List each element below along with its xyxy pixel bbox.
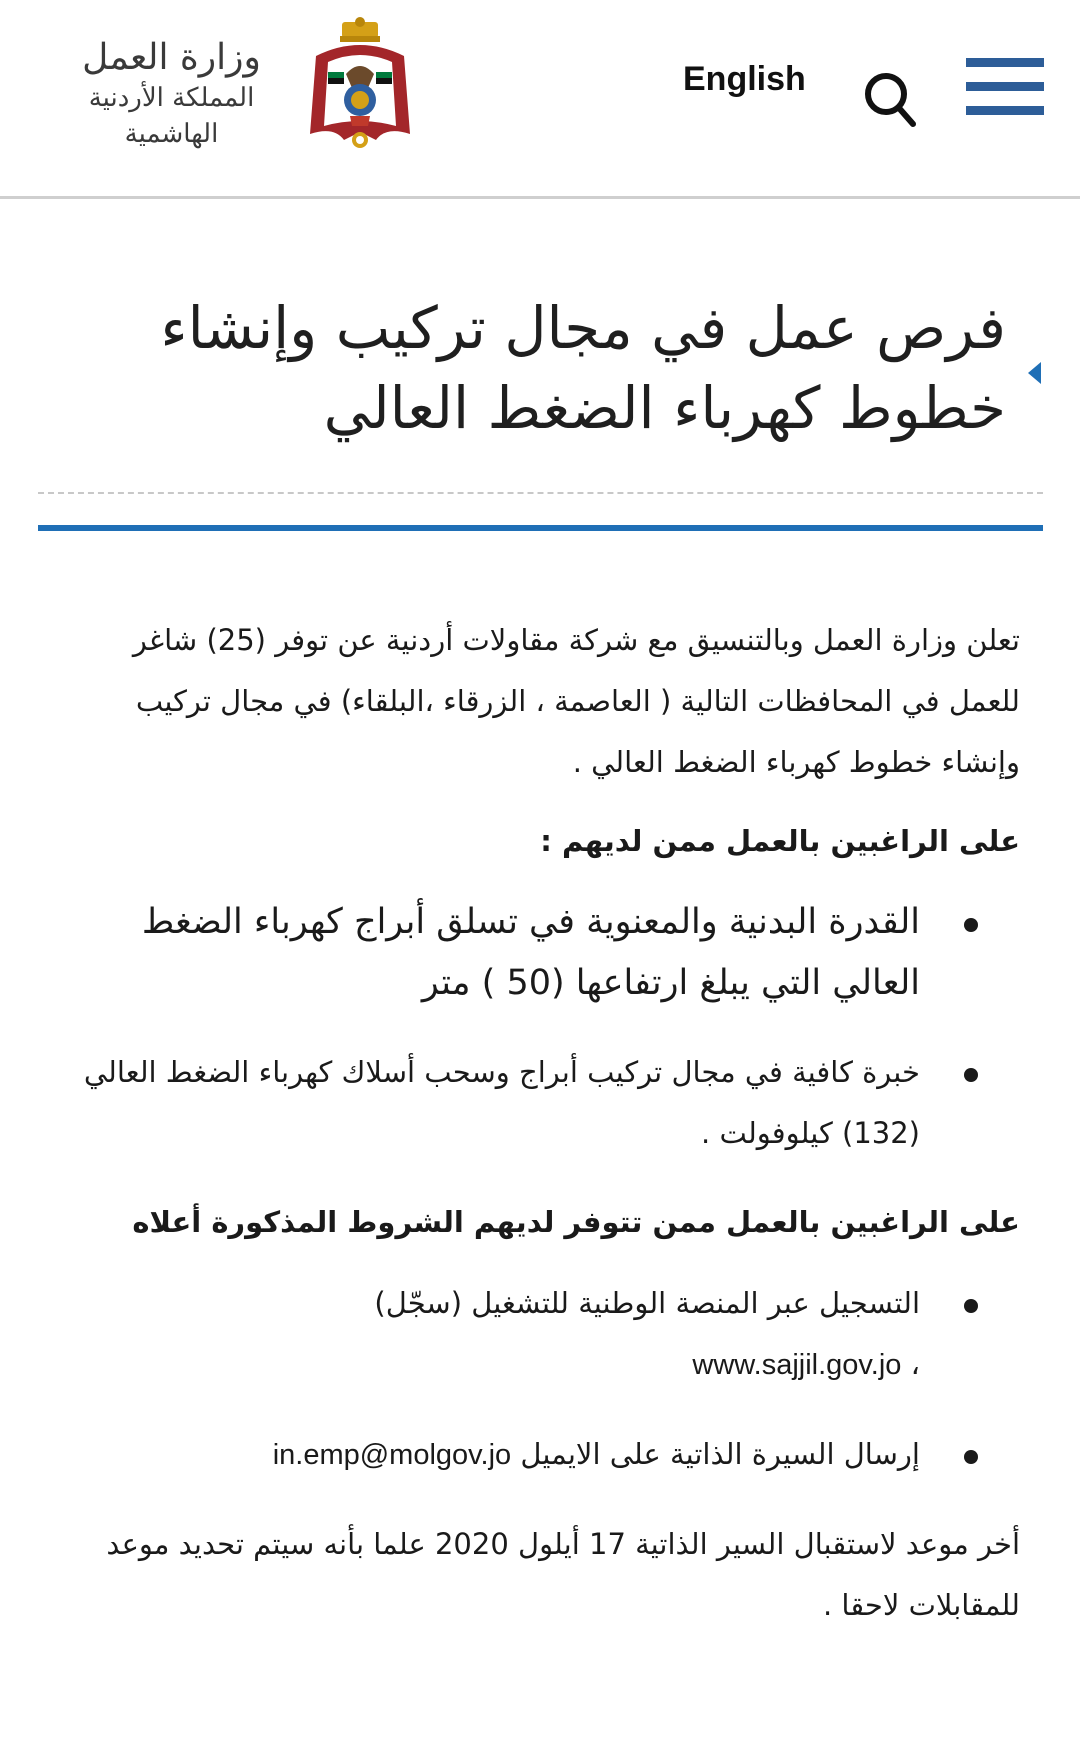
menu-bar-middle xyxy=(966,82,1044,91)
step1-suffix: ، xyxy=(910,1347,920,1381)
title-marker-icon xyxy=(1028,362,1041,384)
step2-text: إرسال السيرة الذاتية على الايميل xyxy=(520,1437,920,1471)
title-divider-dashed xyxy=(38,492,1043,494)
step1-text: التسجيل عبر المنصة الوطنية للتشغيل (سجّل) xyxy=(374,1286,920,1320)
intro-paragraph: تعلن وزارة العمل وبالتنسيق مع شركة مقاولات أردنية عن توفر (25) شاغر للعمل في المحافظات التالية ( العاصمة ، الزرقاء ،البلقاء) في مجال تركيب وإنشاء خطوط كهرباء الضغط العالي . xyxy=(132,623,1020,779)
requirement-item: خبرة كافية في مجال تركيب أبراج وسحب أسلاك كهرباء الضغط العالي (132) كيلوفولت . xyxy=(60,1042,1020,1164)
steps-heading: على الراغبين بالعمل ممن تتوفر لديهم الشروط المذكورة أعلاه xyxy=(132,1205,1020,1239)
menu-bar-top xyxy=(966,58,1044,67)
logo-title: وزارة العمل xyxy=(82,37,261,78)
search-icon xyxy=(862,70,918,130)
search-button[interactable] xyxy=(862,70,918,130)
requirement-item: القدرة البدنية والمعنوية في تسلق أبراج كهرباء الضغط العالي التي يبلغ ارتفاعها (50 ) متر xyxy=(60,892,1020,1014)
ministry-logo[interactable] xyxy=(44,16,414,152)
steps-list xyxy=(60,1273,1020,1486)
sajjil-link[interactable]: www.sajjil.gov.jo xyxy=(692,1349,902,1381)
article-body xyxy=(60,610,1020,1654)
step-item-email xyxy=(60,1424,1020,1486)
email-link[interactable]: in.emp@molgov.jo xyxy=(272,1439,512,1471)
step-item-register xyxy=(60,1273,1020,1396)
title-divider-accent xyxy=(38,525,1043,531)
logo-subtitle: المملكة الأردنية الهاشمية xyxy=(88,83,255,149)
site-header xyxy=(0,0,1080,199)
requirements-list xyxy=(60,892,1020,1164)
deadline-paragraph: أخر موعد لاستقبال السير الذاتية 17 أيلول 2020 علما بأنه سيتم تحديد موعد للمقابلات لاحقا . xyxy=(106,1527,1020,1622)
menu-bar-bottom xyxy=(966,106,1044,115)
page-title-line2: خطوط كهرباء الضغط العالي xyxy=(323,374,1006,442)
language-switch-link[interactable]: English xyxy=(683,60,806,98)
page-title xyxy=(40,288,1006,448)
requirements-heading: على الراغبين بالعمل ممن لديهم : xyxy=(540,824,1020,858)
logo-text xyxy=(44,36,299,152)
page-title-line1: فرص عمل في مجال تركيب وإنشاء xyxy=(160,294,1006,362)
coat-of-arms-icon xyxy=(306,16,414,152)
main-menu-button[interactable] xyxy=(966,58,1044,118)
